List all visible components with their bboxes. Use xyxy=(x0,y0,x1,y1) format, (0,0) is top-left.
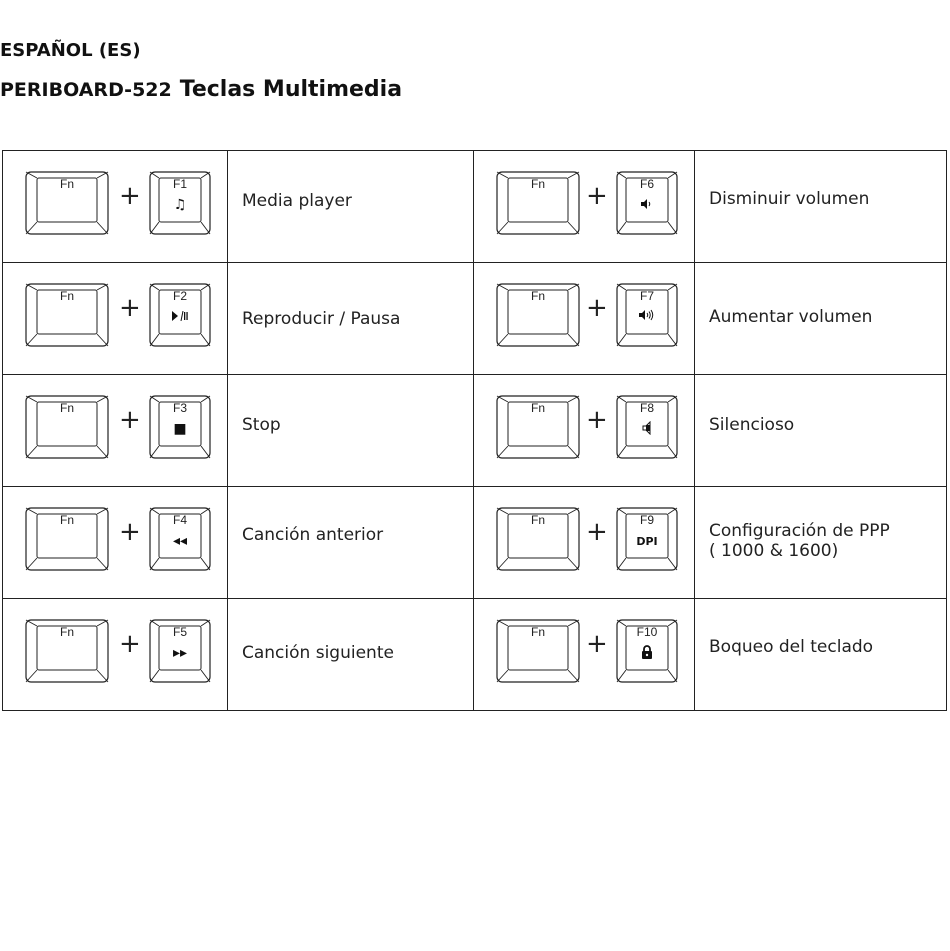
function-key xyxy=(616,283,678,347)
document-subtitle: Teclas Multimedia xyxy=(179,77,403,102)
function-key-label: F9 xyxy=(639,513,654,527)
function-key-label: F1 xyxy=(172,177,187,191)
fn-key-label: Fn xyxy=(59,625,74,639)
function-key xyxy=(616,171,678,235)
fn-key xyxy=(496,283,580,347)
action-line-1: Aumentar volumen xyxy=(709,307,873,327)
fn-key xyxy=(25,171,109,235)
plus-sign: + xyxy=(586,293,608,323)
language-heading: ESPAÑOL (ES) xyxy=(0,40,141,61)
right-combo-cell xyxy=(474,375,695,487)
fn-key xyxy=(496,395,580,459)
left-combo-cell xyxy=(3,599,228,711)
fn-key-label: Fn xyxy=(59,289,74,303)
right-combo-cell xyxy=(474,263,695,375)
action-line-1: Boqueo del teclado xyxy=(709,637,874,657)
left-action-cell xyxy=(228,487,474,599)
left-combo-cell xyxy=(3,375,228,487)
plus-sign: + xyxy=(586,517,608,547)
right-action-cell xyxy=(695,375,947,487)
left-combo-cell xyxy=(3,151,228,263)
action-description xyxy=(709,637,873,657)
function-key xyxy=(149,395,211,459)
model-name: PERIBOARD-522 xyxy=(0,79,172,101)
function-key xyxy=(149,619,211,683)
fn-key xyxy=(25,507,109,571)
function-key-label: F3 xyxy=(172,401,187,415)
table-row xyxy=(3,263,947,375)
fn-key xyxy=(25,619,109,683)
lock-icon xyxy=(616,645,678,663)
fn-key-label: Fn xyxy=(59,401,74,415)
action-line-1: Silencioso xyxy=(709,415,795,435)
plus-sign: + xyxy=(586,181,608,211)
table-row xyxy=(3,151,947,263)
left-action-cell xyxy=(228,375,474,487)
left-combo-cell xyxy=(3,263,228,375)
action-description: Canción anterior xyxy=(242,525,384,545)
function-key-label: F4 xyxy=(172,513,187,527)
document-title xyxy=(0,77,402,102)
function-key xyxy=(149,507,211,571)
fn-key-label: Fn xyxy=(530,401,545,415)
right-action-cell xyxy=(695,487,947,599)
function-key xyxy=(616,619,678,683)
function-key-label: F2 xyxy=(172,289,187,303)
left-action-cell xyxy=(228,151,474,263)
table-row xyxy=(3,487,947,599)
volume-up-icon xyxy=(616,309,678,325)
plus-sign: + xyxy=(119,405,141,435)
plus-sign: + xyxy=(119,517,141,547)
action-description xyxy=(709,521,890,561)
plus-sign: + xyxy=(119,629,141,659)
dpi-icon: DPI xyxy=(636,535,658,548)
plus-sign: + xyxy=(586,629,608,659)
multimedia-keys-table xyxy=(2,150,947,711)
function-key-label: F7 xyxy=(639,289,654,303)
action-line-1: Configuración de PPP xyxy=(709,521,890,541)
fn-key xyxy=(496,507,580,571)
left-action-cell xyxy=(228,599,474,711)
function-key xyxy=(616,395,678,459)
left-action-cell xyxy=(228,263,474,375)
action-description xyxy=(709,415,794,435)
music-note-icon: ♫ xyxy=(173,197,187,213)
fn-key-label: Fn xyxy=(59,177,74,191)
fast-forward-icon: ▸▸ xyxy=(172,645,188,661)
action-description: Stop xyxy=(242,415,281,435)
right-combo-cell xyxy=(474,599,695,711)
action-line-1: Disminuir volumen xyxy=(709,189,870,209)
function-key xyxy=(149,171,211,235)
action-description xyxy=(709,307,872,327)
fn-key-label: Fn xyxy=(530,289,545,303)
fn-key-label: Fn xyxy=(530,177,545,191)
function-key-label: F8 xyxy=(639,401,654,415)
volume-down-icon xyxy=(616,197,678,213)
function-key xyxy=(616,507,678,571)
right-combo-cell xyxy=(474,487,695,599)
fn-key xyxy=(25,283,109,347)
fn-key-label: Fn xyxy=(530,625,545,639)
fn-key-label: Fn xyxy=(530,513,545,527)
fn-key-label: Fn xyxy=(59,513,74,527)
rewind-icon: ◂◂ xyxy=(172,533,188,549)
right-combo-cell xyxy=(474,151,695,263)
action-description xyxy=(709,189,869,209)
left-combo-cell xyxy=(3,487,228,599)
mute-icon xyxy=(616,421,678,439)
right-action-cell xyxy=(695,263,947,375)
action-line-2: ( 1000 & 1600) xyxy=(709,541,839,561)
fn-key xyxy=(25,395,109,459)
table-row xyxy=(3,375,947,487)
fn-key xyxy=(496,171,580,235)
plus-sign: + xyxy=(119,181,141,211)
plus-sign: + xyxy=(586,405,608,435)
fn-key xyxy=(496,619,580,683)
right-action-cell xyxy=(695,599,947,711)
function-key xyxy=(149,283,211,347)
stop-icon: ■ xyxy=(173,421,187,437)
action-description: Canción siguiente xyxy=(242,643,394,663)
action-description: Reproducir / Pausa xyxy=(242,309,401,329)
table-row xyxy=(3,599,947,711)
function-key-label: F5 xyxy=(172,625,187,639)
function-key-label: F10 xyxy=(636,625,658,639)
right-action-cell xyxy=(695,151,947,263)
action-description: Media player xyxy=(242,191,352,211)
play-pause-icon xyxy=(149,309,211,325)
function-key-label: F6 xyxy=(639,177,654,191)
plus-sign: + xyxy=(119,293,141,323)
